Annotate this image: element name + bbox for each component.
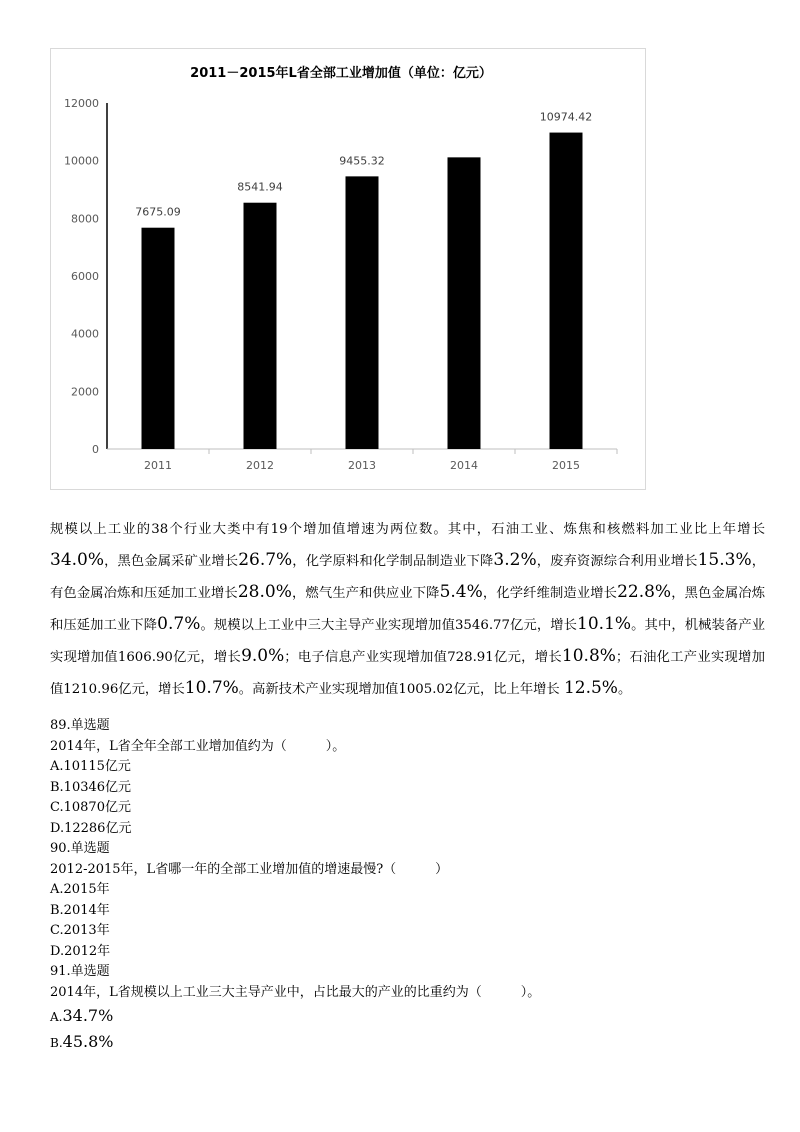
- y-tick-label: 8000: [71, 212, 99, 226]
- passage-text: ，化学纤维制造业增长: [482, 586, 618, 601]
- option-letter: A.: [50, 1010, 63, 1024]
- y-tick-label: 12000: [64, 97, 99, 110]
- passage-text: ；电子信息产业实现增加值728.91亿元，增长: [284, 650, 562, 665]
- question-list: [50, 716, 765, 1055]
- percentage-value: 3.2%: [493, 550, 537, 570]
- answer-option: B.10346亿元: [50, 779, 132, 795]
- percentage-value: 12.5%: [563, 678, 618, 698]
- bar-chart: [50, 48, 646, 490]
- passage-text: ，黑色金属采矿业增长: [104, 554, 239, 569]
- x-axis: [107, 449, 617, 472]
- data-label: 9455.32: [339, 154, 385, 168]
- percentage-value: 0.7%: [157, 614, 201, 634]
- percentage-value: 10.1%: [577, 614, 632, 634]
- option-letter: B.: [50, 1036, 63, 1050]
- passage-text: 规模以上工业的38个行业大类中有19个增加值增速为两位数。其中，石油工业、炼焦和核燃料加工业比上年增长: [50, 522, 765, 537]
- question-stem: 2014年，L省规模以上工业三大主导产业中，占比最大的产业的比重约为（ ）。: [50, 984, 541, 1000]
- answer-option: D.12286亿元: [50, 820, 132, 836]
- option-value: 34.7%: [62, 1006, 114, 1025]
- bar: [244, 203, 277, 449]
- y-tick-label: 2000: [71, 385, 99, 399]
- option-value: 45.8%: [62, 1032, 114, 1051]
- answer-option: C.10870亿元: [50, 800, 131, 815]
- answer-option: A.2015年: [50, 882, 110, 897]
- percentage-value: 10.8%: [561, 646, 616, 666]
- passage-text: 。其中，机械装备产业实现增加值1606.90亿元，增长: [50, 618, 766, 665]
- bar: [448, 157, 481, 449]
- x-tick-label: 2014: [450, 459, 478, 472]
- answer-option: B.2014年: [50, 902, 110, 918]
- passage-text: ，有色金属冶炼和压延加工业增长: [50, 554, 766, 601]
- x-tick-label: 2012: [246, 459, 274, 472]
- passage-text: 。高新技术产业实现增加值1005.02亿元，比上年增长: [238, 682, 564, 697]
- bar: [142, 228, 175, 449]
- data-label: 10974.42: [539, 110, 593, 124]
- answer-option: C.2013年: [50, 923, 110, 938]
- percentage-value: 5.4%: [439, 582, 483, 602]
- question-header: 91.单选题: [50, 964, 110, 979]
- answer-option: D.2012年: [50, 943, 111, 959]
- percentage-value: 9.0%: [241, 646, 285, 666]
- passage-text: ，黑色金属冶炼和压延加工业下降: [50, 586, 766, 633]
- passage-text: 。: [617, 682, 632, 697]
- answer-option: [50, 1003, 765, 1029]
- y-axis: [64, 97, 107, 456]
- x-tick-label: 2015: [552, 459, 580, 472]
- percentage-value: 28.0%: [237, 582, 292, 602]
- percentage-value: 22.8%: [617, 582, 672, 602]
- percentage-value: 10.7%: [184, 678, 239, 698]
- answer-option: A.10115亿元: [50, 759, 131, 774]
- x-tick-label: 2013: [348, 459, 376, 472]
- answer-option: [50, 1029, 765, 1055]
- passage-text: ，化学原料和化学制品制造业下降: [292, 554, 494, 569]
- data-label: 8541.94: [237, 180, 283, 194]
- question-header: 90.单选题: [50, 841, 110, 856]
- passage-text: 。规模以上工业中三大主导产业实现增加值3546.77亿元，增长: [200, 618, 578, 633]
- y-tick-label: 0: [92, 443, 99, 456]
- percentage-value: 26.7%: [238, 550, 293, 570]
- passage-text: ；石油化工产业实现增加值1210.96亿元，增长: [50, 650, 765, 697]
- x-tick-label: 2011: [144, 459, 172, 472]
- y-tick-label: 6000: [71, 270, 99, 283]
- data-label: 7675.09: [135, 205, 181, 219]
- y-tick-label: 4000: [71, 327, 99, 341]
- question-header: 89.单选题: [50, 718, 110, 733]
- y-tick-label: 10000: [64, 154, 99, 168]
- chart-canvas: [51, 49, 645, 489]
- bar: [346, 176, 379, 449]
- passage-text: ，废弃资源综合利用业增长: [536, 554, 698, 569]
- chart-title: 2011－2015年L省全部工业增加值（单位：亿元）: [190, 66, 492, 81]
- bar: [550, 133, 583, 449]
- passage-text: ，燃气生产和供应业下降: [291, 586, 440, 601]
- percentage-value: 34.0%: [50, 550, 105, 570]
- bars: [142, 133, 583, 449]
- question-stem: 2012-2015年，L省哪一年的全部工业增加值的增速最慢?（ ）: [50, 861, 449, 877]
- passage-paragraph: [50, 515, 765, 705]
- percentage-value: 15.3%: [697, 550, 752, 570]
- question-stem: 2014年，L省全年全部工业增加值约为（ ）。: [50, 738, 346, 754]
